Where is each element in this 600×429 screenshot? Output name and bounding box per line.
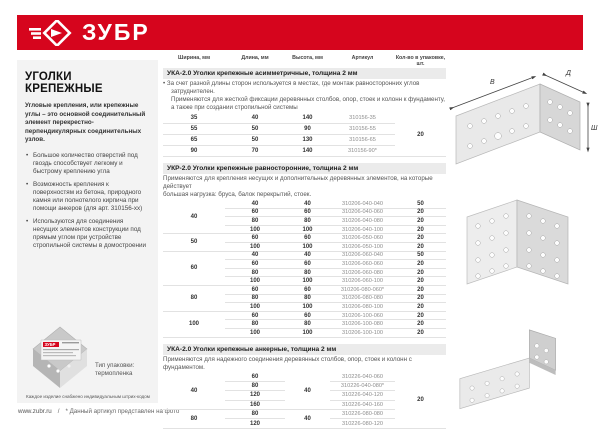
value-cell: 80 bbox=[163, 410, 225, 429]
value-cell: 40 bbox=[285, 200, 330, 208]
brand-header bbox=[17, 15, 583, 50]
section-title: УКА-2.0 Уголки крепежные анкерные, толщина 2 мм bbox=[163, 344, 446, 355]
value-cell: 20 bbox=[395, 373, 446, 429]
table-row bbox=[163, 234, 446, 243]
article-cell: 310206-060-040 bbox=[330, 251, 395, 260]
value-cell: 100 bbox=[285, 242, 330, 251]
value-cell: 20 bbox=[395, 268, 446, 277]
package-type-line1: Тип упаковки: bbox=[95, 362, 135, 369]
zubr-logo bbox=[29, 20, 150, 46]
table-row bbox=[163, 311, 446, 320]
product-photo-equal-angle bbox=[455, 193, 580, 295]
value-cell: 130 bbox=[285, 135, 330, 146]
article-cell: 310156-65 bbox=[330, 135, 395, 146]
value-cell: 50 bbox=[225, 135, 285, 146]
value-cell: 160 bbox=[225, 400, 285, 409]
article-cell: 310206-050-100 bbox=[330, 242, 395, 251]
article-cell: 310206-050-060 bbox=[330, 234, 395, 243]
value-cell: 80 bbox=[225, 217, 285, 226]
dim-label-length: Д bbox=[566, 70, 571, 77]
brand-name: ЗУБР bbox=[82, 19, 150, 45]
page-footer bbox=[18, 408, 179, 415]
table-row bbox=[163, 200, 446, 208]
article-cell: 310206-060-100 bbox=[330, 277, 395, 286]
value-cell: 100 bbox=[285, 277, 330, 286]
value-cell: 100 bbox=[285, 225, 330, 234]
value-cell: 80 bbox=[225, 320, 285, 329]
article-cell: 310226-080-120 bbox=[330, 419, 395, 428]
column-header: Артикул bbox=[351, 55, 374, 61]
product-photo-anchor-angle bbox=[450, 328, 588, 420]
value-cell: 60 bbox=[225, 311, 285, 320]
article-cell: 310206-080-100 bbox=[330, 303, 395, 312]
value-cell: 40 bbox=[225, 200, 285, 208]
value-cell: 40 bbox=[163, 373, 225, 410]
value-cell: 20 bbox=[395, 242, 446, 251]
value-cell: 20 bbox=[395, 113, 446, 157]
zubr-arrow-icon bbox=[29, 20, 75, 46]
spec-table bbox=[163, 113, 446, 157]
value-cell: 20 bbox=[395, 303, 446, 312]
description-line: • За счет разной длины сторон используется в местах, где монтаж равносторонних углов затруднителен. bbox=[163, 80, 420, 95]
value-cell: 100 bbox=[163, 311, 225, 337]
value-cell: 20 bbox=[395, 311, 446, 320]
article-cell: 310206-060-060 bbox=[330, 260, 395, 269]
value-cell: 90 bbox=[285, 124, 330, 135]
value-cell: 80 bbox=[225, 294, 285, 303]
description-line: а также при создании стропильной системы bbox=[171, 104, 298, 111]
table-row bbox=[163, 285, 446, 294]
section-description bbox=[163, 80, 446, 112]
value-cell: 20 bbox=[395, 277, 446, 286]
value-cell: 40 bbox=[225, 113, 285, 124]
value-cell: 80 bbox=[225, 381, 285, 390]
description-line: Применяются для жесткой фиксации деревянных столбов, опор, стоек и колонн к фундаменту, bbox=[171, 96, 445, 103]
value-cell: 100 bbox=[285, 328, 330, 337]
article-cell: 310206-060-080 bbox=[330, 268, 395, 277]
article-cell: 310156-35 bbox=[330, 113, 395, 124]
spec-tables-area bbox=[163, 55, 446, 429]
dim-label-width: Ш bbox=[591, 125, 598, 132]
value-cell: 140 bbox=[285, 113, 330, 124]
section-description bbox=[163, 356, 446, 372]
feature-bullet: • Используются для соединения несущих элементов конструкции под прямым углом при устройстве стропильной системы в домостроении bbox=[25, 218, 150, 250]
value-cell: 60 bbox=[225, 285, 285, 294]
value-cell: 35 bbox=[163, 113, 225, 124]
column-header: Высота, мм bbox=[292, 55, 323, 61]
value-cell: 20 bbox=[395, 260, 446, 269]
table-row bbox=[163, 113, 446, 124]
value-cell: 120 bbox=[225, 391, 285, 400]
article-cell: 310206-040-100 bbox=[330, 225, 395, 234]
footer-url[interactable]: www.zubr.ru bbox=[18, 408, 52, 415]
article-cell: 310206-080-080 bbox=[330, 294, 395, 303]
section-description bbox=[163, 175, 446, 199]
value-cell: 50 bbox=[163, 234, 225, 251]
article-cell: 310206-040-060 bbox=[330, 208, 395, 217]
barcode-note: Каждое изделие снабжено индивидуальным штрих-кодом bbox=[26, 394, 150, 399]
value-cell: 60 bbox=[285, 260, 330, 269]
description-line: большая нагрузка: бруса, балок перекрытий, стоек. bbox=[163, 191, 312, 198]
value-cell: 65 bbox=[163, 135, 225, 146]
value-cell: 80 bbox=[285, 294, 330, 303]
value-cell: 20 bbox=[395, 225, 446, 234]
value-cell: 20 bbox=[395, 285, 446, 294]
spec-table bbox=[163, 373, 446, 429]
value-cell: 60 bbox=[225, 234, 285, 243]
value-cell: 20 bbox=[395, 320, 446, 329]
value-cell: 80 bbox=[225, 410, 285, 419]
article-cell: 310206-100-100 bbox=[330, 328, 395, 337]
article-cell: 310226-040-080* bbox=[330, 381, 395, 390]
column-header: Длина, мм bbox=[241, 55, 269, 61]
value-cell: 60 bbox=[285, 208, 330, 217]
footer-separator: / bbox=[57, 408, 60, 415]
value-cell: 80 bbox=[285, 217, 330, 226]
value-cell: 60 bbox=[285, 285, 330, 294]
table-row bbox=[163, 373, 446, 382]
feature-bullet: • Возможность крепления к поверхностям из бетона, природного камня или полнотелого кирпича при помощи анкеров (для арт. 310156-хх) bbox=[25, 181, 150, 213]
article-cell: 310226-040-060 bbox=[330, 373, 395, 382]
value-cell: 50 bbox=[395, 200, 446, 208]
article-cell: 310156-55 bbox=[330, 124, 395, 135]
value-cell: 140 bbox=[285, 146, 330, 157]
value-cell: 55 bbox=[163, 124, 225, 135]
description-line: Применяются для надежного соединения деревянных столбов, опор, стоек и колонн с фундаментом. bbox=[163, 355, 412, 371]
feature-bullet-list bbox=[25, 152, 150, 250]
value-cell: 60 bbox=[225, 260, 285, 269]
value-cell: 100 bbox=[225, 242, 285, 251]
article-cell: 310226-040-160 bbox=[330, 400, 395, 409]
value-cell: 20 bbox=[395, 208, 446, 217]
table-column-header bbox=[163, 55, 446, 68]
intro-paragraph: Угловые крепления, или крепежные углы – это основной соединительный элемент перекрестно-перпендикулярных соединительных узлов. bbox=[25, 102, 146, 143]
article-cell: 310226-080-080 bbox=[330, 410, 395, 419]
package-type-label bbox=[95, 362, 134, 378]
article-cell: 310206-080-060* bbox=[330, 285, 395, 294]
page-title: УГОЛКИ КРЕПЕЖНЫЕ bbox=[25, 71, 103, 95]
spec-table bbox=[163, 200, 446, 338]
value-cell: 40 bbox=[225, 251, 285, 260]
article-cell: 310206-040-080 bbox=[330, 217, 395, 226]
article-cell: 310206-100-080 bbox=[330, 320, 395, 329]
feature-bullet: • Большое количество отверстий под гвоздь способствует легкому и быстрому креплению угла bbox=[25, 152, 150, 176]
section-title: УКА-2.0 Уголки крепежные асимметричные, толщина 2 мм bbox=[163, 68, 446, 79]
value-cell: 80 bbox=[285, 320, 330, 329]
value-cell: 20 bbox=[395, 234, 446, 243]
value-cell: 90 bbox=[163, 146, 225, 157]
package-photo bbox=[31, 326, 89, 390]
section-title: УКР-2.0 Уголки крепежные равносторонние, толщина 2 мм bbox=[163, 163, 446, 174]
table-row bbox=[163, 251, 446, 260]
sidebar bbox=[17, 60, 158, 403]
package-type-line2: термопленка bbox=[95, 370, 133, 377]
value-cell: 40 bbox=[285, 251, 330, 260]
article-cell: 310206-040-040 bbox=[330, 200, 395, 208]
value-cell: 60 bbox=[285, 234, 330, 243]
value-cell: 50 bbox=[225, 124, 285, 135]
footer-note: * Данный артикул представлен на фото bbox=[65, 408, 180, 415]
article-cell: 310206-100-060 bbox=[330, 311, 395, 320]
value-cell: 20 bbox=[395, 217, 446, 226]
value-cell: 100 bbox=[285, 303, 330, 312]
value-cell: 80 bbox=[163, 285, 225, 311]
value-cell: 100 bbox=[225, 303, 285, 312]
article-cell: 310156-90* bbox=[330, 146, 395, 157]
value-cell: 100 bbox=[225, 277, 285, 286]
column-header: Ширина, мм bbox=[178, 55, 210, 61]
description-line: Применяются для крепления несущих и дополнительных деревянных элементов, на которые действует bbox=[163, 175, 433, 190]
value-cell: 40 bbox=[163, 200, 225, 234]
article-cell: 310226-040-120 bbox=[330, 391, 395, 400]
value-cell: 50 bbox=[395, 251, 446, 260]
value-cell: 60 bbox=[163, 251, 225, 285]
value-cell: 40 bbox=[285, 373, 330, 410]
value-cell: 20 bbox=[395, 294, 446, 303]
value-cell: 120 bbox=[225, 419, 285, 428]
value-cell: 100 bbox=[225, 328, 285, 337]
column-header: Кол-во в упаковке, шт. bbox=[395, 55, 446, 67]
value-cell: 40 bbox=[285, 410, 330, 429]
value-cell: 60 bbox=[225, 208, 285, 217]
product-photo-asymmetric-angle bbox=[448, 60, 598, 188]
value-cell: 70 bbox=[225, 146, 285, 157]
value-cell: 60 bbox=[225, 373, 285, 382]
value-cell: 60 bbox=[285, 311, 330, 320]
value-cell: 80 bbox=[285, 268, 330, 277]
svg-text:ЗУБР: ЗУБР bbox=[44, 342, 56, 348]
dim-label-height: В bbox=[490, 79, 495, 86]
value-cell: 20 bbox=[395, 328, 446, 337]
value-cell: 100 bbox=[225, 225, 285, 234]
table-sections bbox=[163, 68, 446, 429]
value-cell: 80 bbox=[225, 268, 285, 277]
